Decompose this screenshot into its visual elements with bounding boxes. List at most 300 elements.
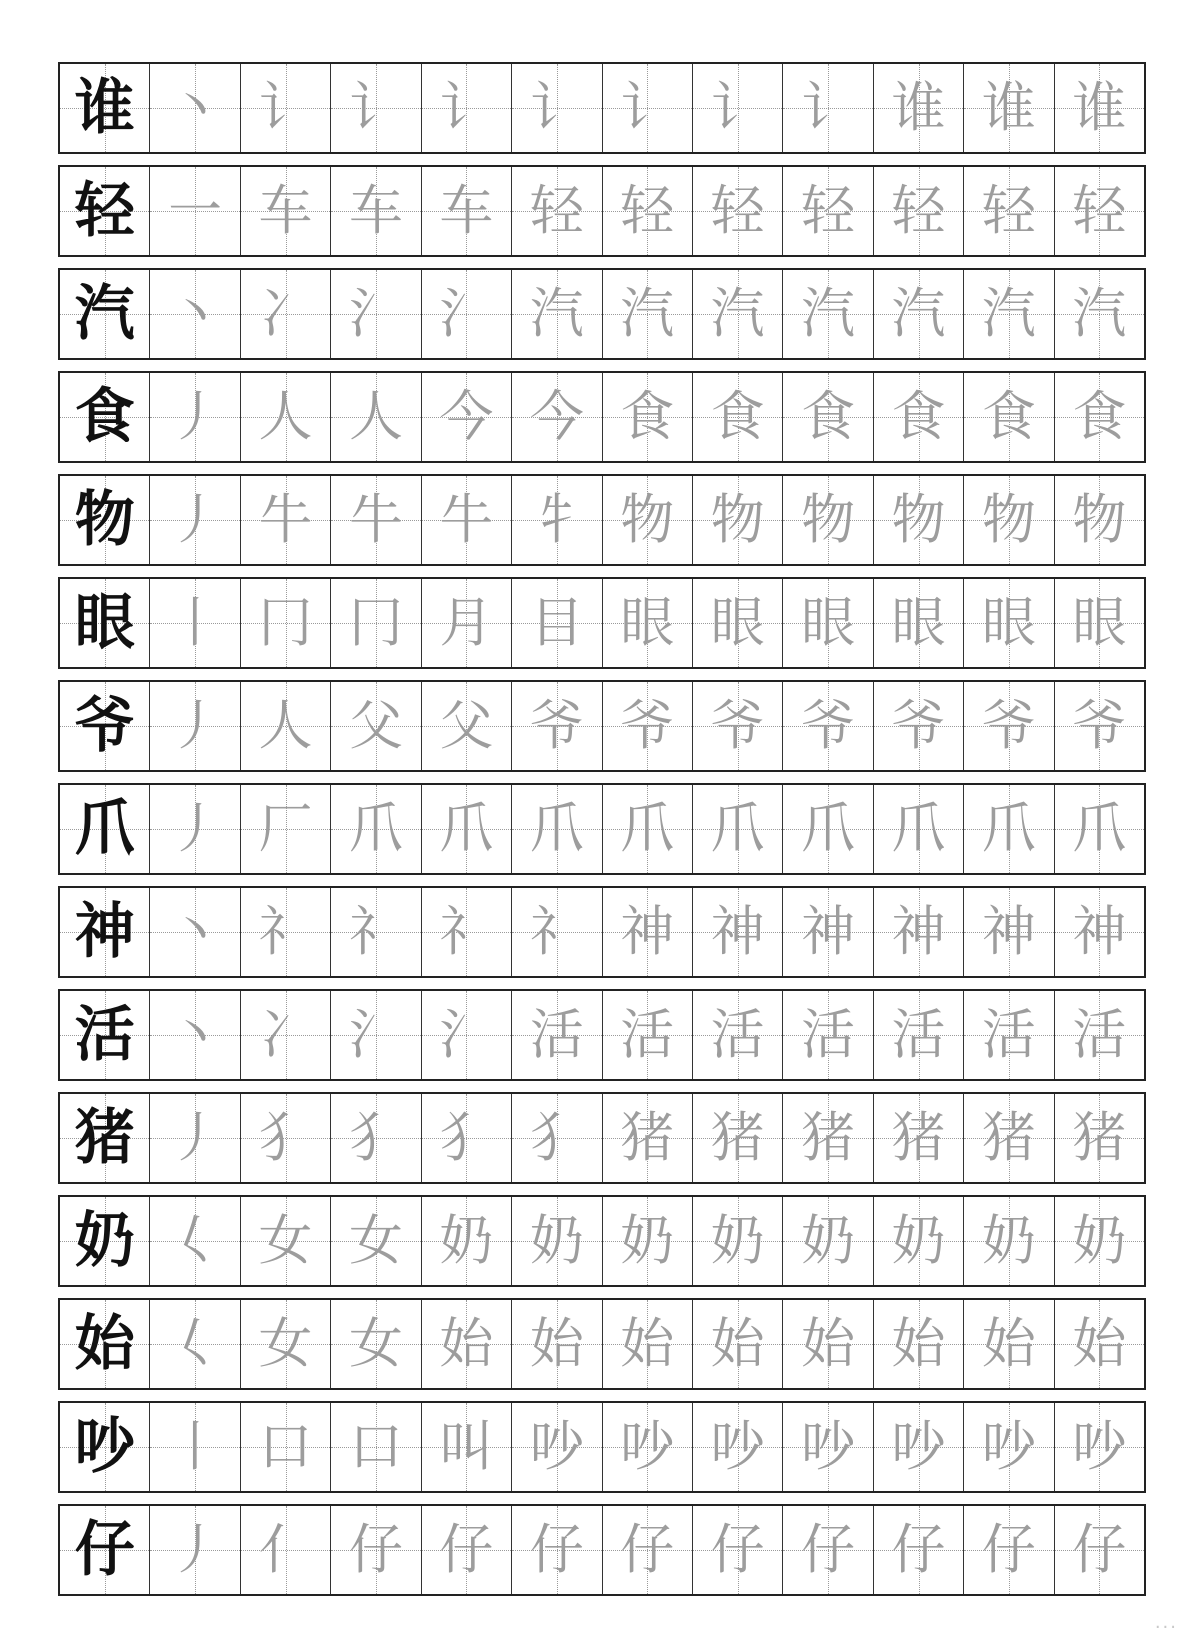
model-character-cell [60,579,149,667]
stroke-step-character: 神 [891,900,946,963]
stroke-step-character: 仔 [529,1518,584,1581]
stroke-step-cell [511,579,601,667]
stroke-step-cell [330,167,420,255]
stroke-step-character: 丨 [168,591,223,654]
model-character-cell [60,1506,149,1594]
stroke-step-cell [330,1403,420,1491]
stroke-step-character: 始 [1072,1312,1127,1375]
stroke-step-cell [782,1403,872,1491]
stroke-step-cell [602,64,692,152]
character-row [58,1298,1146,1390]
stroke-step-cell [692,373,782,461]
stroke-step-cell [602,476,692,564]
stroke-step-character: 𡿨 [168,1209,223,1272]
stroke-step-cell [149,1403,239,1491]
stroke-step-cell [330,1300,420,1388]
stroke-step-cell [421,991,511,1079]
stroke-step-cell [692,64,782,152]
stroke-step-cell [240,64,330,152]
stroke-step-character: 奶 [1072,1209,1127,1272]
stroke-step-cell [602,1403,692,1491]
stroke-step-character: 爷 [529,694,584,757]
stroke-step-character: 活 [529,1003,584,1066]
model-character: 汽 [74,279,135,349]
stroke-step-character: 猪 [1072,1106,1127,1169]
stroke-step-cell [421,1300,511,1388]
stroke-step-cell [1054,1094,1144,1182]
stroke-step-character: 丶 [168,1003,223,1066]
stroke-step-character: 爷 [891,694,946,757]
stroke-step-character: 吵 [710,1415,765,1478]
stroke-step-cell [511,1506,601,1594]
stroke-step-character: 眼 [620,591,675,654]
stroke-step-character: 活 [981,1003,1036,1066]
stroke-step-character: 今 [529,385,584,448]
stroke-step-cell [963,682,1053,770]
character-row [58,62,1146,154]
stroke-step-cell [330,1094,420,1182]
stroke-step-character: 仔 [620,1518,675,1581]
stroke-step-cell [1054,1300,1144,1388]
stroke-step-character: 奶 [981,1209,1036,1272]
stroke-step-character: 爪 [891,797,946,860]
stroke-step-cell [963,1403,1053,1491]
stroke-step-cell [692,682,782,770]
stroke-step-cell [963,1197,1053,1285]
stroke-step-cell [1054,1506,1144,1594]
stroke-step-character: 汽 [529,282,584,345]
stroke-step-cell [421,785,511,873]
stroke-step-cell [421,373,511,461]
stroke-step-cell [240,1094,330,1182]
stroke-step-cell [692,167,782,255]
stroke-step-cell [602,1197,692,1285]
stroke-step-character: 吵 [529,1415,584,1478]
character-row [58,886,1146,978]
stroke-step-cell [330,476,420,564]
stroke-step-character: 讠 [620,76,675,139]
stroke-step-character: 亻 [258,1518,313,1581]
character-row [58,1401,1146,1493]
model-character-cell [60,1094,149,1182]
stroke-step-cell [149,476,239,564]
stroke-step-character: 轻 [801,179,856,242]
stroke-step-cell [240,1300,330,1388]
character-row [58,577,1146,669]
stroke-step-cell [240,167,330,255]
model-character: 爷 [74,691,135,761]
stroke-step-cell [330,1197,420,1285]
stroke-step-character: 活 [620,1003,675,1066]
stroke-step-cell [692,1403,782,1491]
stroke-step-cell [873,888,963,976]
stroke-step-character: 汽 [981,282,1036,345]
stroke-step-cell [963,785,1053,873]
model-character-cell [60,373,149,461]
stroke-step-cell [782,1197,872,1285]
stroke-step-character: 礻 [529,900,584,963]
stroke-step-cell [149,167,239,255]
stroke-step-character: 丿 [168,1106,223,1169]
stroke-step-character: 父 [439,694,494,757]
stroke-step-character: 眼 [801,591,856,654]
stroke-step-cell [240,682,330,770]
stroke-step-character: 仔 [801,1518,856,1581]
stroke-step-cell [873,1300,963,1388]
stroke-step-character: 猪 [801,1106,856,1169]
stroke-step-character: 轻 [529,179,584,242]
stroke-step-character: 食 [620,385,675,448]
stroke-step-character: 物 [801,488,856,551]
stroke-step-character: 𡿨 [168,1312,223,1375]
stroke-step-cell [330,270,420,358]
stroke-step-character: 奶 [529,1209,584,1272]
stroke-step-character: 讠 [801,76,856,139]
stroke-step-cell [149,888,239,976]
stroke-step-cell [240,1506,330,1594]
stroke-step-character: 冫 [258,1003,313,1066]
model-character-cell [60,991,149,1079]
stroke-step-character: 冂 [348,591,403,654]
stroke-step-cell [602,167,692,255]
stroke-step-cell [963,579,1053,667]
stroke-step-cell [692,991,782,1079]
stroke-step-character: 人 [258,385,313,448]
stroke-step-character: 口 [348,1415,403,1478]
stroke-step-character: 女 [348,1312,403,1375]
stroke-step-cell [149,1300,239,1388]
stroke-step-cell [873,64,963,152]
stroke-step-cell [873,579,963,667]
stroke-step-character: 礻 [348,900,403,963]
stroke-step-cell [240,373,330,461]
model-character-cell [60,785,149,873]
stroke-step-character: 仔 [710,1518,765,1581]
stroke-step-cell [240,476,330,564]
stroke-step-cell [1054,1197,1144,1285]
stroke-step-cell [511,1094,601,1182]
stroke-step-character: 丿 [168,797,223,860]
stroke-step-character: 始 [529,1312,584,1375]
stroke-step-character: 犭 [529,1106,584,1169]
stroke-step-cell [149,1094,239,1182]
stroke-step-character: 氵 [439,282,494,345]
stroke-step-character: 活 [891,1003,946,1066]
stroke-step-cell [511,1197,601,1285]
stroke-step-character: 猪 [710,1106,765,1169]
practice-grid [58,62,1146,1596]
stroke-step-character: 活 [710,1003,765,1066]
stroke-step-cell [782,1506,872,1594]
stroke-step-cell [602,1094,692,1182]
stroke-step-character: 丶 [168,900,223,963]
stroke-step-character: 车 [258,179,313,242]
stroke-step-cell [149,682,239,770]
stroke-step-cell [1054,64,1144,152]
stroke-step-character: 轻 [710,179,765,242]
stroke-step-cell [421,167,511,255]
stroke-step-character: 食 [801,385,856,448]
stroke-step-cell [873,785,963,873]
stroke-step-character: 食 [981,385,1036,448]
stroke-step-character: 爪 [710,797,765,860]
model-character-cell [60,1403,149,1491]
stroke-step-character: 汽 [1072,282,1127,345]
stroke-step-character: 女 [258,1209,313,1272]
stroke-step-cell [1054,682,1144,770]
stroke-step-character: 物 [891,488,946,551]
stroke-step-cell [963,373,1053,461]
character-row [58,165,1146,257]
stroke-step-cell [511,1403,601,1491]
character-row [58,371,1146,463]
stroke-step-cell [692,1197,782,1285]
stroke-step-cell [782,64,872,152]
stroke-step-cell [1054,476,1144,564]
stroke-step-cell [602,579,692,667]
stroke-step-cell [511,888,601,976]
stroke-step-character: 眼 [1072,591,1127,654]
stroke-step-cell [963,64,1053,152]
stroke-step-cell [149,1506,239,1594]
stroke-step-character: 神 [801,900,856,963]
stroke-step-character: 牛 [258,488,313,551]
stroke-step-cell [330,785,420,873]
stroke-step-character: 吵 [981,1415,1036,1478]
stroke-step-character: 女 [258,1312,313,1375]
model-character-cell [60,1300,149,1388]
stroke-step-cell [692,579,782,667]
stroke-step-character: 始 [891,1312,946,1375]
stroke-step-character: 丿 [168,1518,223,1581]
stroke-step-character: 吵 [891,1415,946,1478]
stroke-step-character: 牜 [529,488,584,551]
stroke-step-character: 食 [710,385,765,448]
character-row [58,783,1146,875]
stroke-step-character: 仔 [891,1518,946,1581]
stroke-step-character: 爪 [529,797,584,860]
stroke-step-cell [602,270,692,358]
stroke-step-character: 吵 [620,1415,675,1478]
stroke-step-character: 眼 [981,591,1036,654]
stroke-step-character: 爷 [801,694,856,757]
stroke-step-cell [692,785,782,873]
stroke-step-character: 活 [1072,1003,1127,1066]
stroke-step-cell [421,1197,511,1285]
stroke-step-cell [240,1197,330,1285]
stroke-step-character: 女 [348,1209,403,1272]
stroke-step-cell [240,270,330,358]
stroke-step-character: 牛 [439,488,494,551]
stroke-step-character: 仔 [1072,1518,1127,1581]
stroke-step-cell [602,682,692,770]
character-row [58,268,1146,360]
stroke-step-cell [511,270,601,358]
stroke-step-character: 仔 [981,1518,1036,1581]
stroke-step-character: 爪 [981,797,1036,860]
stroke-step-character: 丨 [168,1415,223,1478]
stroke-step-cell [149,373,239,461]
stroke-step-character: 奶 [891,1209,946,1272]
stroke-step-character: 车 [439,179,494,242]
stroke-step-cell [240,785,330,873]
stroke-step-character: 牛 [348,488,403,551]
stroke-step-character: 讠 [710,76,765,139]
stroke-step-character: 一 [168,179,223,242]
stroke-step-cell [1054,991,1144,1079]
stroke-step-character: 始 [620,1312,675,1375]
stroke-step-character: 丿 [168,385,223,448]
stroke-step-cell [963,1300,1053,1388]
stroke-step-cell [1054,785,1144,873]
model-character-cell [60,682,149,770]
stroke-step-cell [782,1094,872,1182]
stroke-step-character: 讠 [439,76,494,139]
model-character-cell [60,1197,149,1285]
stroke-step-character: 爪 [439,797,494,860]
character-row [58,474,1146,566]
stroke-step-cell [782,1300,872,1388]
stroke-step-character: 丿 [168,488,223,551]
model-character: 奶 [74,1206,135,1276]
stroke-step-character: 汽 [710,282,765,345]
character-row [58,680,1146,772]
stroke-step-character: 谁 [981,76,1036,139]
stroke-step-character: 父 [348,694,403,757]
stroke-step-character: 轻 [1072,179,1127,242]
stroke-step-character: 谁 [891,76,946,139]
stroke-step-character: 氵 [348,1003,403,1066]
stroke-step-cell [1054,1403,1144,1491]
stroke-step-character: 氵 [348,282,403,345]
stroke-step-cell [873,270,963,358]
stroke-step-cell [963,270,1053,358]
model-character: 神 [74,897,135,967]
stroke-step-cell [330,991,420,1079]
character-row [58,989,1146,1081]
stroke-step-character: 食 [1072,385,1127,448]
stroke-step-character: 冂 [258,591,313,654]
stroke-step-character: 神 [710,900,765,963]
stroke-step-cell [421,1506,511,1594]
watermark-text: ... [1154,1612,1178,1633]
stroke-step-cell [873,167,963,255]
model-character-cell [60,64,149,152]
stroke-step-character: 吵 [1072,1415,1127,1478]
stroke-step-cell [873,682,963,770]
stroke-step-cell [963,1506,1053,1594]
stroke-step-character: 汽 [620,282,675,345]
stroke-step-character: 丿 [168,694,223,757]
stroke-step-cell [873,1506,963,1594]
stroke-step-cell [240,1403,330,1491]
stroke-step-character: 奶 [710,1209,765,1272]
stroke-step-character: 始 [981,1312,1036,1375]
stroke-step-character: 猪 [620,1106,675,1169]
stroke-step-cell [1054,167,1144,255]
stroke-step-cell [421,270,511,358]
stroke-step-character: 厂 [258,797,313,860]
stroke-step-character: 爪 [620,797,675,860]
stroke-step-character: 犭 [348,1106,403,1169]
model-character-cell [60,476,149,564]
stroke-step-character: 汽 [801,282,856,345]
stroke-step-character: 奶 [439,1209,494,1272]
stroke-step-character: 神 [1072,900,1127,963]
stroke-step-character: 讠 [348,76,403,139]
stroke-step-character: 爪 [348,797,403,860]
stroke-step-cell [782,579,872,667]
stroke-step-cell [782,888,872,976]
stroke-step-cell [963,991,1053,1079]
stroke-step-cell [602,888,692,976]
stroke-step-cell [963,476,1053,564]
stroke-step-cell [873,991,963,1079]
stroke-step-character: 目 [529,591,584,654]
stroke-step-cell [511,64,601,152]
stroke-step-cell [149,579,239,667]
stroke-step-cell [873,1094,963,1182]
stroke-step-character: 始 [710,1312,765,1375]
stroke-step-cell [873,1403,963,1491]
stroke-step-character: 礻 [439,900,494,963]
stroke-step-character: 活 [801,1003,856,1066]
stroke-step-character: 爷 [1072,694,1127,757]
stroke-step-cell [511,373,601,461]
stroke-step-cell [692,1300,782,1388]
stroke-step-character: 眼 [710,591,765,654]
stroke-step-character: 奶 [801,1209,856,1272]
stroke-step-character: 猪 [981,1106,1036,1169]
stroke-step-cell [421,1094,511,1182]
model-character: 猪 [74,1103,135,1173]
stroke-step-cell [511,1300,601,1388]
stroke-step-cell [963,1094,1053,1182]
stroke-step-character: 始 [439,1312,494,1375]
model-character: 食 [74,382,135,452]
model-character-cell [60,888,149,976]
stroke-step-character: 犭 [258,1106,313,1169]
stroke-step-character: 犭 [439,1106,494,1169]
stroke-step-cell [692,888,782,976]
stroke-step-cell [149,64,239,152]
stroke-step-cell [602,1300,692,1388]
stroke-step-cell [330,888,420,976]
stroke-step-character: 月 [439,591,494,654]
stroke-step-character: 轻 [891,179,946,242]
stroke-step-character: 讠 [258,76,313,139]
model-character: 吵 [74,1412,135,1482]
stroke-step-character: 冫 [258,282,313,345]
stroke-step-character: 物 [710,488,765,551]
stroke-step-cell [240,991,330,1079]
stroke-step-cell [692,1094,782,1182]
stroke-step-character: 礻 [258,900,313,963]
stroke-step-cell [511,991,601,1079]
stroke-step-character: 讠 [529,76,584,139]
model-character-cell [60,167,149,255]
stroke-step-cell [421,579,511,667]
stroke-step-character: 车 [348,179,403,242]
model-character: 轻 [74,176,135,246]
stroke-step-character: 轻 [620,179,675,242]
model-character: 仔 [74,1515,135,1585]
stroke-step-character: 猪 [891,1106,946,1169]
model-character: 活 [74,1000,135,1070]
stroke-step-cell [692,1506,782,1594]
stroke-step-cell [421,888,511,976]
stroke-step-cell [602,373,692,461]
